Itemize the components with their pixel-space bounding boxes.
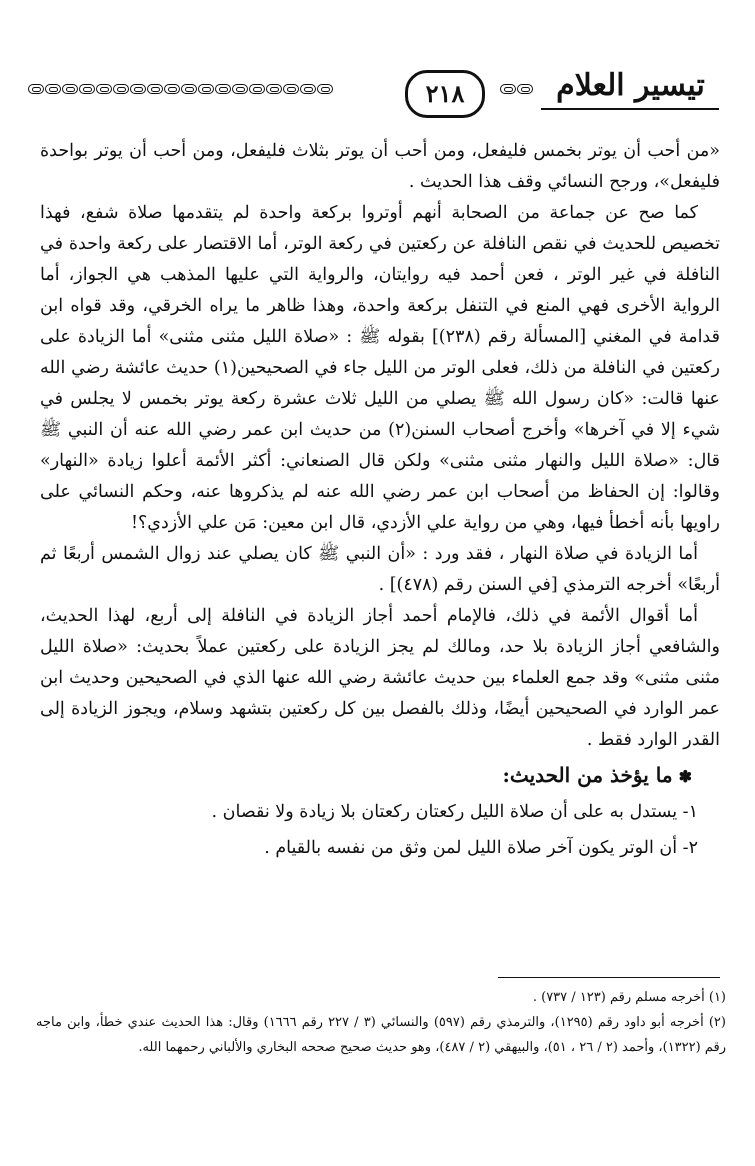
chain-link	[45, 84, 61, 94]
list-item: ١- يستدل به على أن صلاة الليل ركعتان ركعتان بلا زيادة ولا نقصان .	[211, 802, 698, 822]
paragraph: أما أقوال الأئمة في ذلك، فالإمام أحمد أجاز الزيادة في النافلة إلى أربع، لهذا الحديث، والشافعي أجاز الزيادة بلا حد، ومالك لم يجز الزيادة على ركعتين عملاً بحديث: «صلاة الليل مثنى مثنى» وقد جمع العلماء بين حديث عائشة رضي الله عنها الذي في الصحيحين وحديث ابن عمر الوارد في الصحيحين أيضًا، وذلك بالفصل بين كل ركعتين بتشهد وسلام، ويجوز الزيادة إلى القدر الوارد فقط .	[40, 606, 720, 750]
chain-link	[215, 84, 231, 94]
chain-link	[28, 84, 44, 94]
chain-link	[283, 84, 299, 94]
chain-link	[62, 84, 78, 94]
section-heading	[40, 758, 720, 794]
asterisk-icon: ✽	[678, 767, 692, 786]
title-underline	[541, 108, 719, 110]
chain-link	[300, 84, 316, 94]
footnote: (٢) أخرجه أبو داود رقم (١٢٩٥)، والترمذي رقم (٥٩٧) والنسائي (٣ / ٢٢٧ رقم ١٦٦٦) وقال: هذا الحديث عندي خطأ، وابن ماجه رقم (١٣٢٢)، وأحمد (٢ / ٢٦ ، ٥١)، والبيهقي (٢ / ٤٨٧)، وهو حديث صحيح صححه البخاري والألباني رحمهما الله.	[36, 1015, 726, 1055]
chain-link	[517, 84, 533, 94]
page-number: ٢١٨	[405, 70, 485, 118]
chain-link	[500, 84, 516, 94]
chain-link	[232, 84, 248, 94]
chain-link	[147, 84, 163, 94]
chain-link	[317, 84, 333, 94]
chain-link	[181, 84, 197, 94]
section-heading-text: ما يؤخذ من الحديث:	[502, 763, 673, 787]
book-title: تيسير العلام	[556, 68, 705, 103]
chain-link	[79, 84, 95, 94]
paragraph: أما الزيادة في صلاة النهار ، فقد ورد : «أن النبي ﷺ كان يصلي عند زوال الشمس أربعًا ثم أربعًا» أخرجه الترمذي [في السنن رقم (٤٧٨)] .	[40, 544, 720, 595]
footnote-separator	[498, 977, 720, 978]
chain-link	[130, 84, 146, 94]
chain-link	[96, 84, 112, 94]
main-text	[40, 136, 720, 866]
chain-link	[113, 84, 129, 94]
ornament-chain-right	[500, 84, 533, 98]
list-item: ٢- أن الوتر يكون آخر صلاة الليل لمن وثق من نفسه بالقيام .	[264, 838, 698, 858]
chain-link	[198, 84, 214, 94]
chain-link	[164, 84, 180, 94]
chain-link	[249, 84, 265, 94]
paragraph: كما صح عن جماعة من الصحابة أنهم أوتروا بركعة واحدة لم يتقدمها صلاة شفع، فهذا تخصيص للحديث في نقص النافلة عن ركعتين في ركعة الوتر، أما الاقتصار على ركعة واحدة في النافلة في غير الوتر ، فعن أحمد فيه روايتان، والرواية التي عليها المذهب هي الجواز، أما الرواية الأخرى فهي المنع في التنفل بركعة واحدة، وهذا ظاهر ما يراه الخرقي، وقد قواه ابن قدامة في المغني [المسألة رقم (٢٣٨)] بقوله ﷺ : «صلاة الليل مثنى مثنى» أما الزيادة على ركعتين في النافلة من ذلك، فعلى الوتر من الليل جاء في الصحيحين(١) حديث عائشة رضي الله عنها قالت: «كان رسول الله ﷺ يصلي من الليل ثلاث عشرة ركعة يوتر بخمس لا يجلس في شيء إلا في آخرها» وأخرج أصحاب السنن(٢) من حديث ابن عمر رضي الله عنه أن النبي ﷺ قال: «صلاة الليل والنهار مثنى مثنى» ولكن قال الصنعاني: أكثر الأئمة أعلوا زيادة «النهار» وقالوا: إن الحفاظ من أصحاب ابن عمر رضي الله عنه لم يذكروها عنه، وحكم النسائي على راويها بأنه أخطأ فيها، وهي من رواية علي الأزدي، قال ابن معين: مَن علي الأزدي؟!	[40, 203, 721, 533]
chain-link	[266, 84, 282, 94]
footnotes	[36, 985, 726, 1060]
paragraph: «من أحب أن يوتر بخمس فليفعل، ومن أحب أن يوتر بثلاث فليفعل، ومن أحب أن يوتر بواحدة فليفعل»، ورجح النسائي وقف هذا الحديث .	[40, 141, 720, 192]
footnote: (١) أخرجه مسلم رقم (١٢٣ / ٧٣٧) .	[532, 990, 726, 1005]
page-header	[28, 62, 723, 128]
ornament-chain-left	[28, 84, 333, 98]
